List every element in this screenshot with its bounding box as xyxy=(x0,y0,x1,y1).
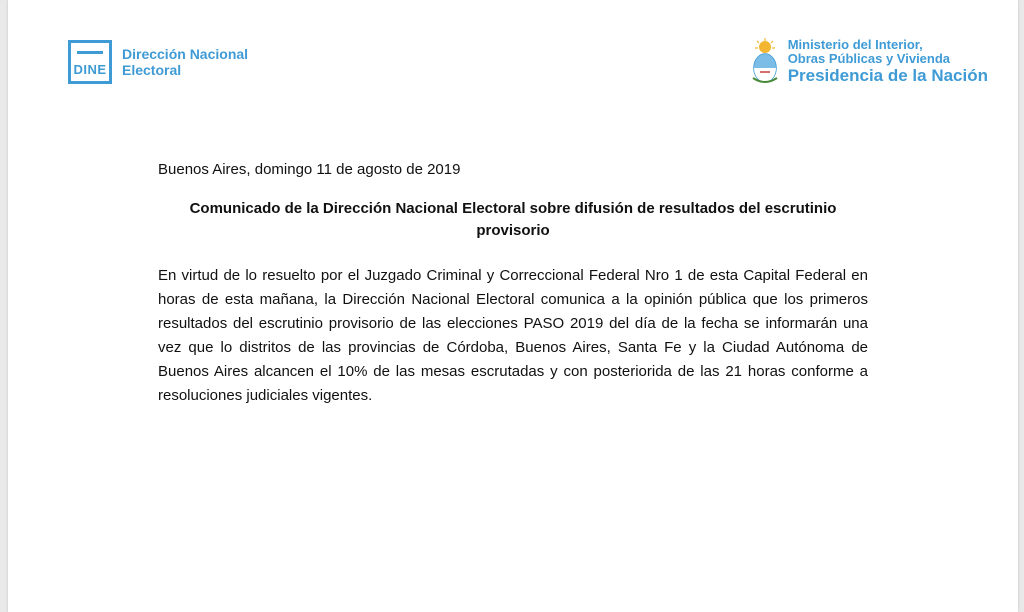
dine-abbr: DINE xyxy=(73,62,107,77)
ministry-name xyxy=(788,38,988,86)
dine-name-line2: Electoral xyxy=(122,62,182,78)
document-body: En virtud de lo resuelto por el Juzgado Criminal y Correccional Federal Nro 1 de esta Capital Federal en horas de esta mañana, la Dirección Nacional Electoral comunica a la opinión pública que los primeros resultados del escrutinio provisorio de las elecciones PASO 2019 del día de la fecha se informarán una vez que lo distritos de las provincias de Córdoba, Buenos Aires, Santa Fe y la Ciudad Autónoma de Buenos Aires alcancen el 10% de las mesas escrutadas y con posteriorida de las 21 horas conforme a resoluciones judiciales vigentes. xyxy=(158,267,868,404)
ministry-line2: Obras Públicas y Vivienda xyxy=(787,51,951,66)
dateline: Buenos Aires, domingo 11 de agosto de 2019 xyxy=(158,161,461,178)
document-page xyxy=(8,0,1018,612)
dine-name xyxy=(122,46,248,78)
ministry-logo xyxy=(750,38,988,86)
dine-logo-mark xyxy=(68,40,112,84)
ministry-line3: Presidencia de la Nación xyxy=(787,66,988,85)
document-title: Comunicado de la Dirección Nacional Electoral sobre difusión de resultados del escrutinio provisorio xyxy=(189,200,837,239)
ministry-line1: Ministerio del Interior, xyxy=(787,37,923,52)
document-content xyxy=(158,158,868,408)
dine-name-line1: Dirección Nacional xyxy=(122,46,249,62)
national-seal-icon xyxy=(750,38,780,86)
dine-logo xyxy=(68,40,248,84)
